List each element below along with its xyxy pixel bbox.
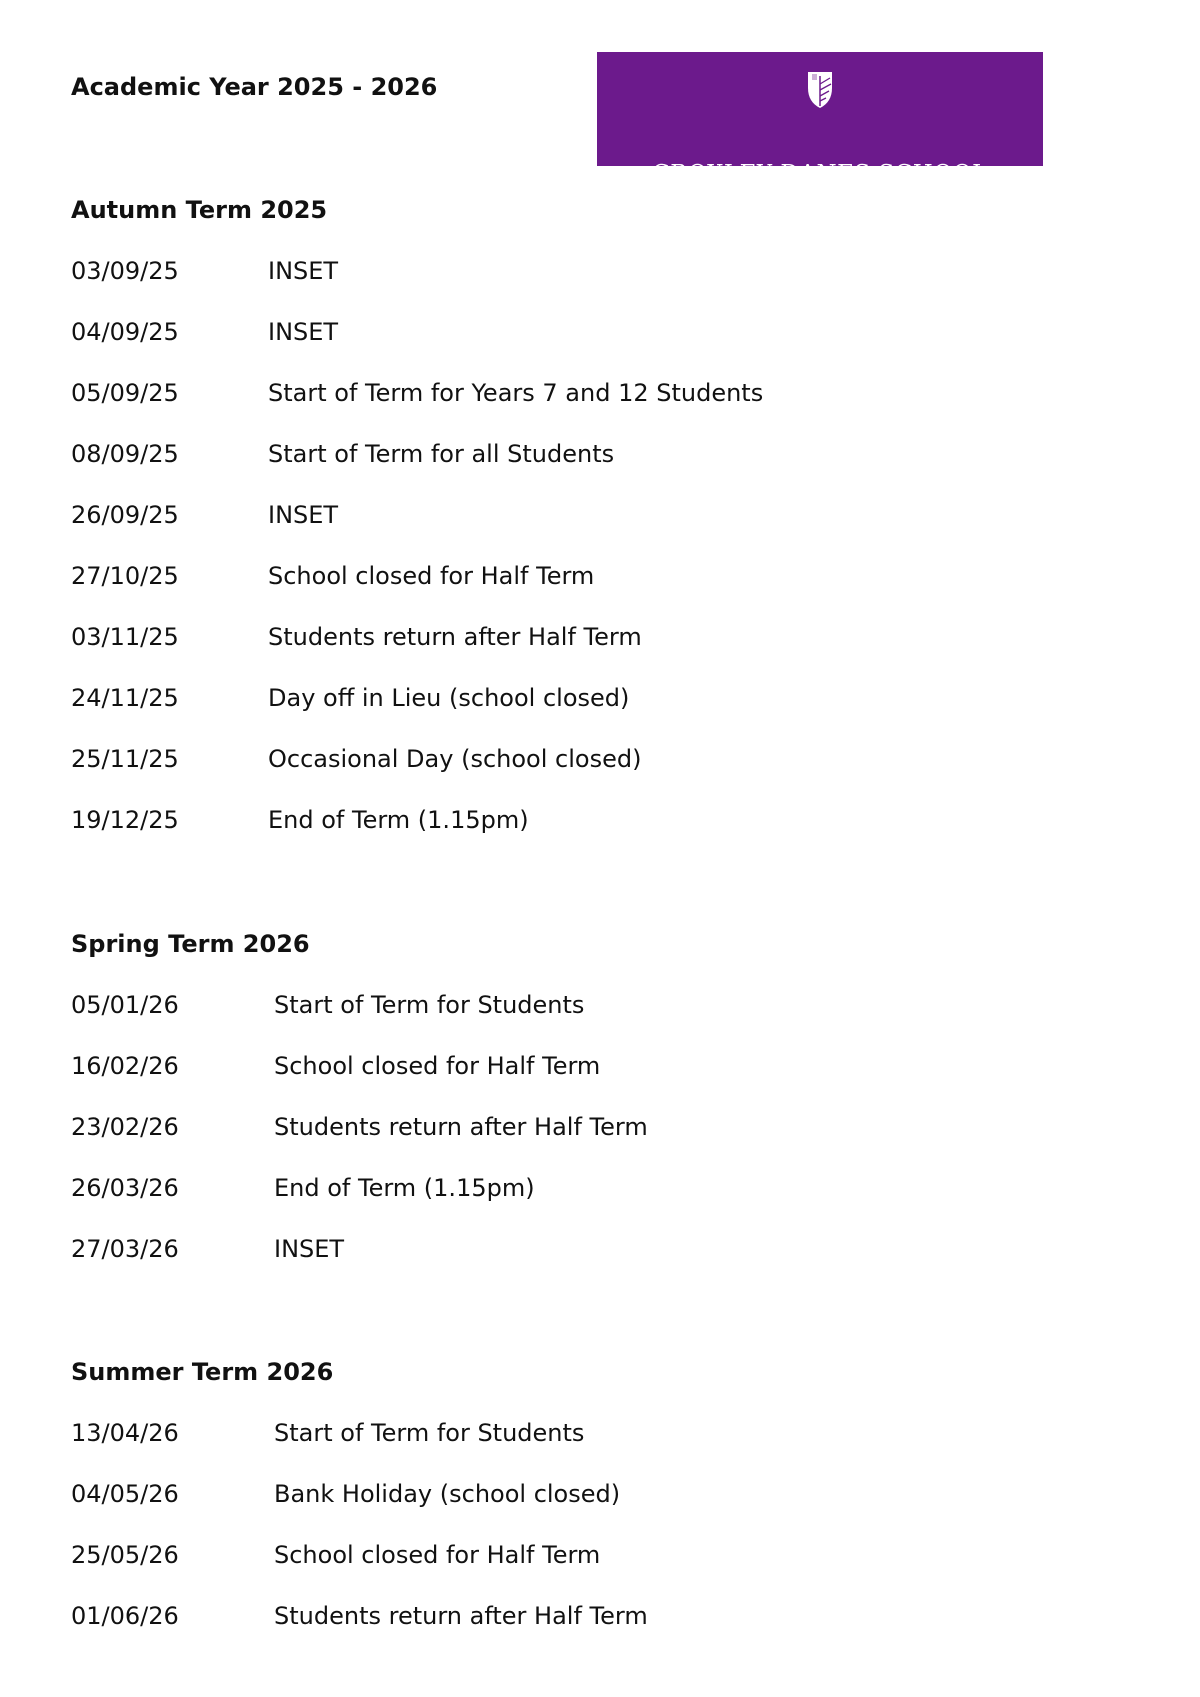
event-date: 23/02/26 [71, 1113, 179, 1141]
event-row [71, 1477, 1071, 1538]
term-heading: Spring Term 2026 [71, 930, 310, 958]
event-row [71, 620, 1071, 681]
event-description: Start of Term for all Students [268, 440, 615, 468]
event-date: 03/09/25 [71, 257, 179, 285]
event-description: Students return after Half Term [274, 1602, 648, 1630]
event-description: Students return after Half Term [268, 623, 642, 651]
event-row [71, 1538, 1071, 1599]
event-description: Day off in Lieu (school closed) [268, 684, 630, 712]
event-date: 24/11/25 [71, 684, 179, 712]
event-row [71, 1232, 1071, 1293]
event-description: Occasional Day (school closed) [268, 745, 642, 773]
event-description: Students return after Half Term [274, 1113, 648, 1141]
event-date: 03/11/25 [71, 623, 179, 651]
event-row [71, 498, 1071, 559]
term-heading: Autumn Term 2025 [71, 196, 328, 224]
crest-icon [786, 70, 854, 110]
event-row [71, 1049, 1071, 1110]
event-date: 04/05/26 [71, 1480, 179, 1508]
event-date: 01/06/26 [71, 1602, 179, 1630]
event-date: 26/03/26 [71, 1174, 179, 1202]
event-date: 05/09/25 [71, 379, 179, 407]
event-description: Start of Term for Years 7 and 12 Students [268, 379, 764, 407]
term-heading: Summer Term 2026 [71, 1358, 334, 1386]
event-description: INSET [274, 1235, 345, 1263]
event-date: 16/02/26 [71, 1052, 179, 1080]
event-list [71, 1416, 1071, 1660]
event-row [71, 1110, 1071, 1171]
event-description: End of Term (1.15pm) [268, 806, 529, 834]
event-date: 13/04/26 [71, 1419, 179, 1447]
event-list [71, 254, 1071, 864]
event-row [71, 681, 1071, 742]
event-description: Start of Term for Students [274, 991, 585, 1019]
event-row [71, 1416, 1071, 1477]
event-row [71, 437, 1071, 498]
event-description: Bank Holiday (school closed) [274, 1480, 621, 1508]
event-description: School closed for Half Term [268, 562, 595, 590]
event-description: INSET [268, 257, 339, 285]
event-date: 25/11/25 [71, 745, 179, 773]
page-title: Academic Year 2025 - 2026 [71, 73, 438, 101]
event-description: INSET [268, 318, 339, 346]
event-description: Start of Term for Students [274, 1419, 585, 1447]
event-date: 27/10/25 [71, 562, 179, 590]
event-row [71, 1171, 1071, 1232]
event-date: 04/09/25 [71, 318, 179, 346]
event-date: 27/03/26 [71, 1235, 179, 1263]
event-row [71, 559, 1071, 620]
spring-term-section [71, 927, 1071, 1293]
autumn-term-section [71, 193, 1071, 864]
summer-term-section [71, 1355, 1071, 1660]
event-date: 25/05/26 [71, 1541, 179, 1569]
event-row [71, 988, 1071, 1049]
event-row [71, 1599, 1071, 1660]
event-row [71, 742, 1071, 803]
event-row [71, 315, 1071, 376]
event-date: 05/01/26 [71, 991, 179, 1019]
logo-text: CROXLEY DANES SCHOOL [652, 161, 988, 187]
event-description: School closed for Half Term [274, 1541, 601, 1569]
event-row [71, 254, 1071, 315]
event-list [71, 988, 1071, 1293]
event-date: 19/12/25 [71, 806, 179, 834]
school-logo [597, 52, 1043, 187]
event-date: 26/09/25 [71, 501, 179, 529]
event-description: End of Term (1.15pm) [274, 1174, 535, 1202]
event-row [71, 803, 1071, 864]
event-description: School closed for Half Term [274, 1052, 601, 1080]
event-date: 08/09/25 [71, 440, 179, 468]
event-description: INSET [268, 501, 339, 529]
event-row [71, 376, 1071, 437]
